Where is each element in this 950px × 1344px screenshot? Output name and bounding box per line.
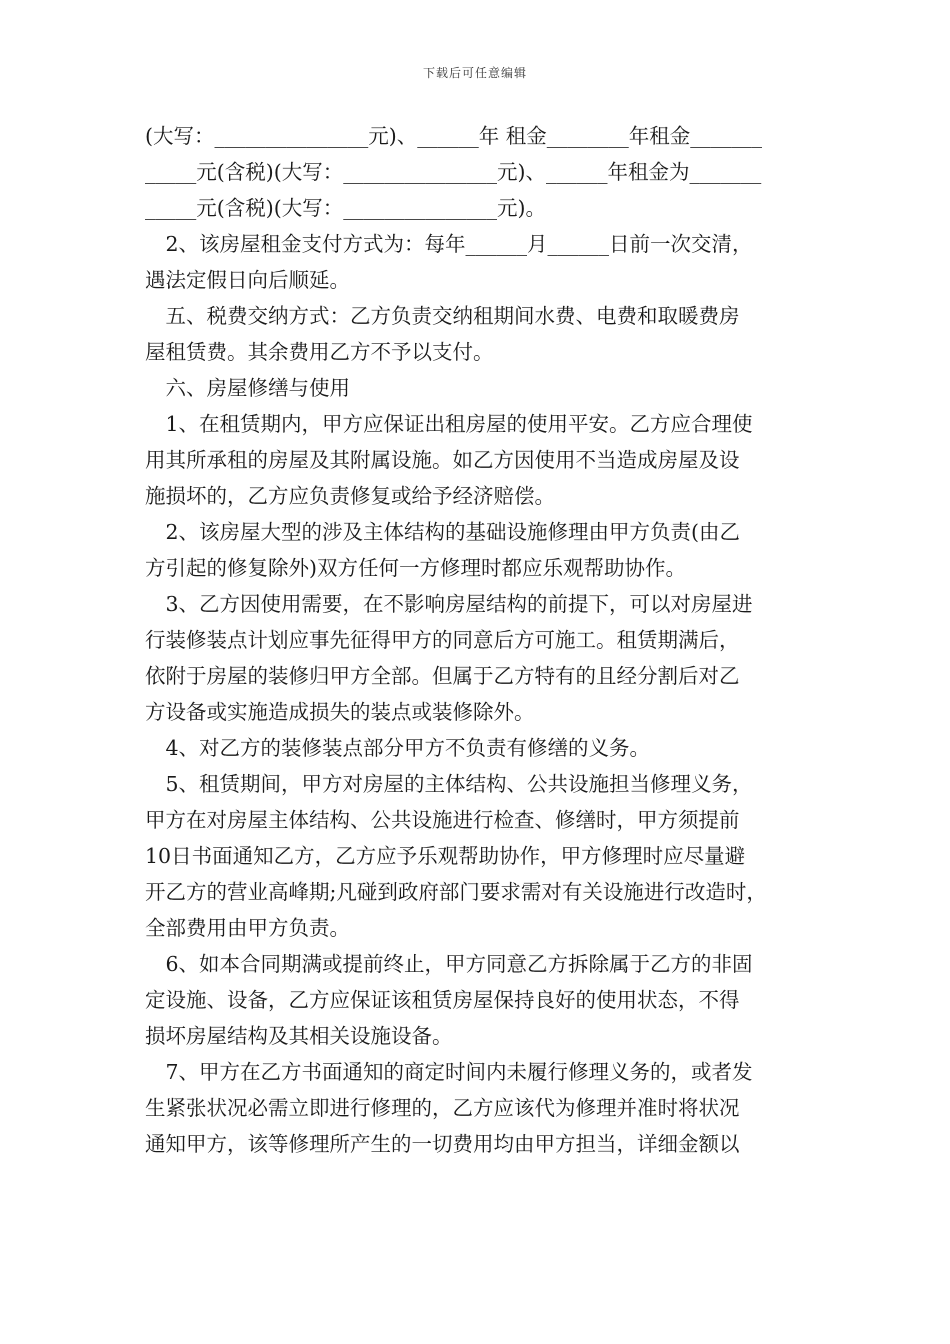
text-line: 用其所承租的房屋及其附属设施。如乙方因使用不当造成房屋及设 xyxy=(145,448,740,472)
text-line: 五、税费交纳方式：乙方负责交纳租期间水费、电费和取暖费房 xyxy=(145,304,740,328)
text-line: 3、乙方因使用需要，在不影响房屋结构的前提下，可以对房屋进 xyxy=(145,592,753,616)
text-line: 方引起的修复除外)双方任何一方修理时都应乐观帮助协作。 xyxy=(145,556,686,580)
text-line: 方设备或实施造成损失的装点或装修除外。 xyxy=(145,700,535,724)
text-line: (大写：_______________元)、______年 租金________年租金_______ xyxy=(145,124,763,148)
text-line: 损坏房屋结构及其相关设施设备。 xyxy=(145,1024,453,1048)
text-line: 甲方在对房屋主体结构、公共设施进行检查、修缮时，甲方须提前 xyxy=(145,808,740,832)
text-line: 生紧张状况必需立即进行修理的，乙方应该代为修理并准时将状况 xyxy=(145,1096,740,1120)
text-line: 依附于房屋的装修归甲方全部。但属于乙方特有的且经分割后对乙 xyxy=(145,664,740,688)
document-body xyxy=(145,118,810,1162)
text-line: 施损坏的，乙方应负责修复或给予经济赔偿。 xyxy=(145,484,555,508)
text-line: 7、甲方在乙方书面通知的商定时间内未履行修理义务的，或者发 xyxy=(145,1060,753,1084)
text-line: _____元(含税)(大写：_______________元)。 xyxy=(145,196,546,220)
text-line: 4、对乙方的装修装点部分甲方不负责有修缮的义务。 xyxy=(145,736,651,760)
text-line: 开乙方的营业高峰期;凡碰到政府部门要求需对有关设施进行改造时， xyxy=(145,880,767,904)
section-heading: 六、房屋修缮与使用 xyxy=(145,376,350,400)
text-line: 通知甲方，该等修理所产生的一切费用均由甲方担当，详细金额以 xyxy=(145,1132,740,1156)
text-line: 定设施、设备，乙方应保证该租赁房屋保持良好的使用状态，不得 xyxy=(145,988,740,1012)
text-line: 1、在租赁期内，甲方应保证出租房屋的使用平安。乙方应合理使 xyxy=(145,412,753,436)
text-line: 10日书面通知乙方，乙方应予乐观帮助协作，甲方修理时应尽量避 xyxy=(145,844,746,868)
text-line: _____元(含税)(大写：_______________元)、______年租金为_______ xyxy=(145,160,762,184)
text-line: 行装修装点计划应事先征得甲方的同意后方可施工。租赁期满后， xyxy=(145,628,740,652)
text-line: 2、该房屋大型的涉及主体结构的基础设施修理由甲方负责(由乙 xyxy=(145,520,741,544)
text-line: 2、该房屋租金支付方式为：每年______月______日前一次交清， xyxy=(145,232,753,256)
text-line: 全部费用由甲方负责。 xyxy=(145,916,350,940)
text-line: 5、租赁期间，甲方对房屋的主体结构、公共设施担当修理义务， xyxy=(145,772,753,796)
text-line: 屋租赁费。其余费用乙方不予以支付。 xyxy=(145,340,494,364)
text-line: 遇法定假日向后顺延。 xyxy=(145,268,350,292)
text-line: 6、如本合同期满或提前终止，甲方同意乙方拆除属于乙方的非固 xyxy=(145,952,753,976)
page-header: 下载后可任意编辑 xyxy=(422,66,527,80)
